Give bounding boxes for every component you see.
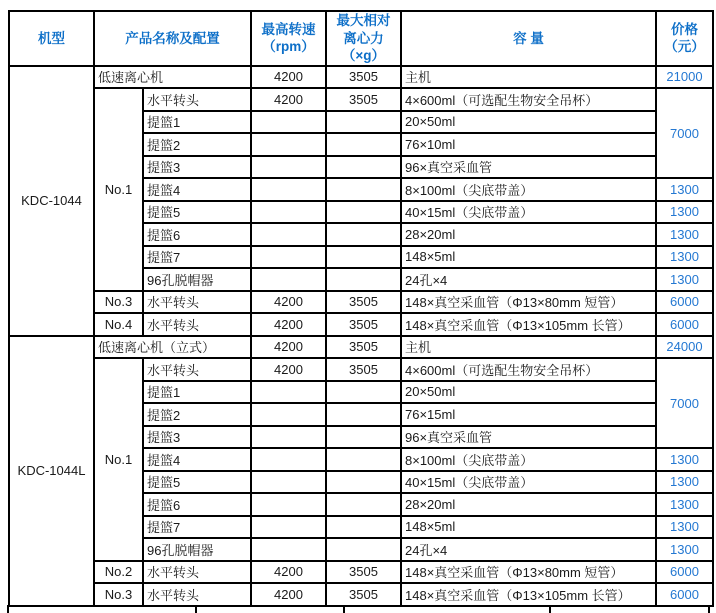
rpm-cell: 4200 [251,313,326,336]
col-header-capacity-label: 容 量 [513,30,544,46]
rpm-cell: 4200 [251,336,326,359]
capacity-cell: 4×600ml（可选配生物安全吊杯） [401,358,656,381]
price-cell: 7000 [656,358,713,448]
capacity-cell: 8×100ml（尖底带盖） [401,178,656,201]
price-cell: 1300 [656,268,713,291]
capacity-cell: 24孔×4 [401,538,656,561]
rpm-cell [251,538,326,561]
product-name-cell: 提篮2 [143,403,251,426]
price-cell: 1300 [656,201,713,224]
product-name-cell: 水平转头 [143,583,251,606]
capacity-cell: 148×真空采血管（Φ13×105mm 长管） [401,313,656,336]
capacity-cell: 主机 [401,66,656,89]
product-name-cell: 96孔脱帽器 [143,268,251,291]
product-name-cell: 提篮2 [143,133,251,156]
col-header-rcf-line1: 最大相对 [336,13,391,28]
rpm-cell [251,516,326,539]
table-row [9,358,713,381]
product-name-cell: 提篮7 [143,516,251,539]
rpm-cell [251,201,326,224]
rpm-cell: 4200 [251,88,326,111]
capacity-cell: 76×10ml [401,133,656,156]
rpm-cell [251,403,326,426]
fragment-grid-line [343,605,345,613]
product-name-cell: 提篮3 [143,156,251,179]
rcf-cell: 3505 [326,358,401,381]
capacity-cell: 主机 [401,336,656,359]
col-header-model-label: 机型 [38,30,65,46]
model-cell: KDC-1044L [9,336,94,606]
price-cell: 1300 [656,493,713,516]
rpm-cell: 4200 [251,66,326,89]
rpm-cell [251,471,326,494]
capacity-cell: 76×15ml [401,403,656,426]
table-row [9,66,713,89]
price-cell: 6000 [656,291,713,314]
capacity-cell: 148×真空采血管（Φ13×80mm 短管） [401,561,656,584]
rpm-cell: 4200 [251,291,326,314]
product-name-cell: 提篮6 [143,223,251,246]
price-cell: 1300 [656,178,713,201]
price-cell: 1300 [656,448,713,471]
capacity-cell: 20×50ml [401,111,656,134]
rpm-cell [251,156,326,179]
rcf-cell [326,111,401,134]
col-header-rcf-line2: 离心力 [343,30,384,46]
capacity-cell: 96×真空采血管 [401,426,656,449]
fragment-grid-line [549,605,551,613]
product-name-cell: 低速离心机（立式） [94,336,251,359]
no-cell: No.1 [94,358,143,561]
table-row [9,561,713,584]
rcf-cell [326,426,401,449]
rcf-cell: 3505 [326,88,401,111]
table-row [9,313,713,336]
rpm-cell [251,246,326,269]
rpm-cell [251,426,326,449]
price-cell: 6000 [656,561,713,584]
rpm-cell [251,133,326,156]
rcf-cell: 3505 [326,66,401,89]
product-name-cell: 水平转头 [143,88,251,111]
col-header-price [656,11,713,66]
price-cell: 1300 [656,538,713,561]
rcf-cell [326,223,401,246]
col-header-product-label: 产品名称及配置 [125,30,220,46]
rcf-cell [326,448,401,471]
capacity-cell: 40×15ml（尖底带盖） [401,201,656,224]
rpm-cell [251,223,326,246]
rcf-cell: 3505 [326,291,401,314]
capacity-cell: 148×真空采血管（Φ13×80mm 短管） [401,291,656,314]
fragment-grid-line [7,605,9,613]
price-cell: 21000 [656,66,713,89]
capacity-cell: 4×600ml（可选配生物安全吊杯） [401,88,656,111]
col-header-product [94,11,251,66]
table-row [9,336,713,359]
no-cell: No.1 [94,88,143,291]
rpm-cell [251,178,326,201]
col-header-speed-line2: （rpm） [262,39,315,55]
price-cell: 6000 [656,583,713,606]
product-name-cell: 96孔脱帽器 [143,538,251,561]
no-cell: No.3 [94,291,143,314]
table-row [9,583,713,606]
capacity-cell: 28×20ml [401,223,656,246]
rpm-cell [251,268,326,291]
rcf-cell [326,538,401,561]
rpm-cell [251,111,326,134]
no-cell: No.2 [94,561,143,584]
product-name-cell: 提篮5 [143,201,251,224]
col-header-model [9,11,94,66]
fragment-grid-line [195,605,197,613]
table-row [9,88,713,111]
rcf-cell: 3505 [326,561,401,584]
product-name-cell: 提篮1 [143,381,251,404]
rcf-cell [326,246,401,269]
rcf-cell: 3505 [326,313,401,336]
product-name-cell: 提篮7 [143,246,251,269]
product-name-cell: 提篮3 [143,426,251,449]
rpm-cell: 4200 [251,583,326,606]
rpm-cell [251,381,326,404]
rcf-cell: 3505 [326,583,401,606]
price-cell: 24000 [656,336,713,359]
product-name-cell: 提篮1 [143,111,251,134]
col-header-price-line1: 价格 [671,21,698,37]
product-name-cell: 提篮5 [143,471,251,494]
rcf-cell [326,156,401,179]
rcf-cell: 3505 [326,336,401,359]
capacity-cell: 24孔×4 [401,268,656,291]
rcf-cell [326,178,401,201]
product-name-cell: 提篮4 [143,178,251,201]
capacity-cell: 96×真空采血管 [401,156,656,179]
price-cell: 7000 [656,88,713,178]
col-header-speed [251,11,326,66]
capacity-cell: 148×5ml [401,516,656,539]
product-name-cell: 水平转头 [143,358,251,381]
rpm-cell: 4200 [251,561,326,584]
rcf-cell [326,493,401,516]
product-name-cell: 水平转头 [143,313,251,336]
model-cell: KDC-1044 [9,66,94,336]
header-row [9,11,713,66]
col-header-rcf [326,11,401,66]
product-name-cell: 水平转头 [143,561,251,584]
col-header-rcf-line3: （×g） [341,48,386,64]
capacity-cell: 148×真空采血管（Φ13×105mm 长管） [401,583,656,606]
capacity-cell: 8×100ml（尖底带盖） [401,448,656,471]
price-cell: 6000 [656,313,713,336]
table-row [9,291,713,314]
rcf-cell [326,268,401,291]
rcf-cell [326,381,401,404]
capacity-cell: 40×15ml（尖底带盖） [401,471,656,494]
product-name-cell: 水平转头 [143,291,251,314]
centrifuge-price-table [8,10,714,607]
col-header-price-line2: （元） [664,39,705,55]
no-cell: No.3 [94,583,143,606]
capacity-cell: 20×50ml [401,381,656,404]
product-name-cell: 提篮6 [143,493,251,516]
col-header-capacity [401,11,656,66]
price-cell: 1300 [656,516,713,539]
price-cell: 1300 [656,246,713,269]
rcf-cell [326,201,401,224]
fragment-grid-line [708,605,710,613]
rcf-cell [326,133,401,156]
capacity-cell: 28×20ml [401,493,656,516]
rcf-cell [326,403,401,426]
product-name-cell: 低速离心机 [94,66,251,89]
product-name-cell: 提篮4 [143,448,251,471]
rpm-cell: 4200 [251,358,326,381]
rcf-cell [326,516,401,539]
price-cell: 1300 [656,223,713,246]
col-header-speed-line1: 最高转速 [261,21,316,37]
rcf-cell [326,471,401,494]
price-cell: 1300 [656,471,713,494]
capacity-cell: 148×5ml [401,246,656,269]
rpm-cell [251,493,326,516]
rpm-cell [251,448,326,471]
no-cell: No.4 [94,313,143,336]
